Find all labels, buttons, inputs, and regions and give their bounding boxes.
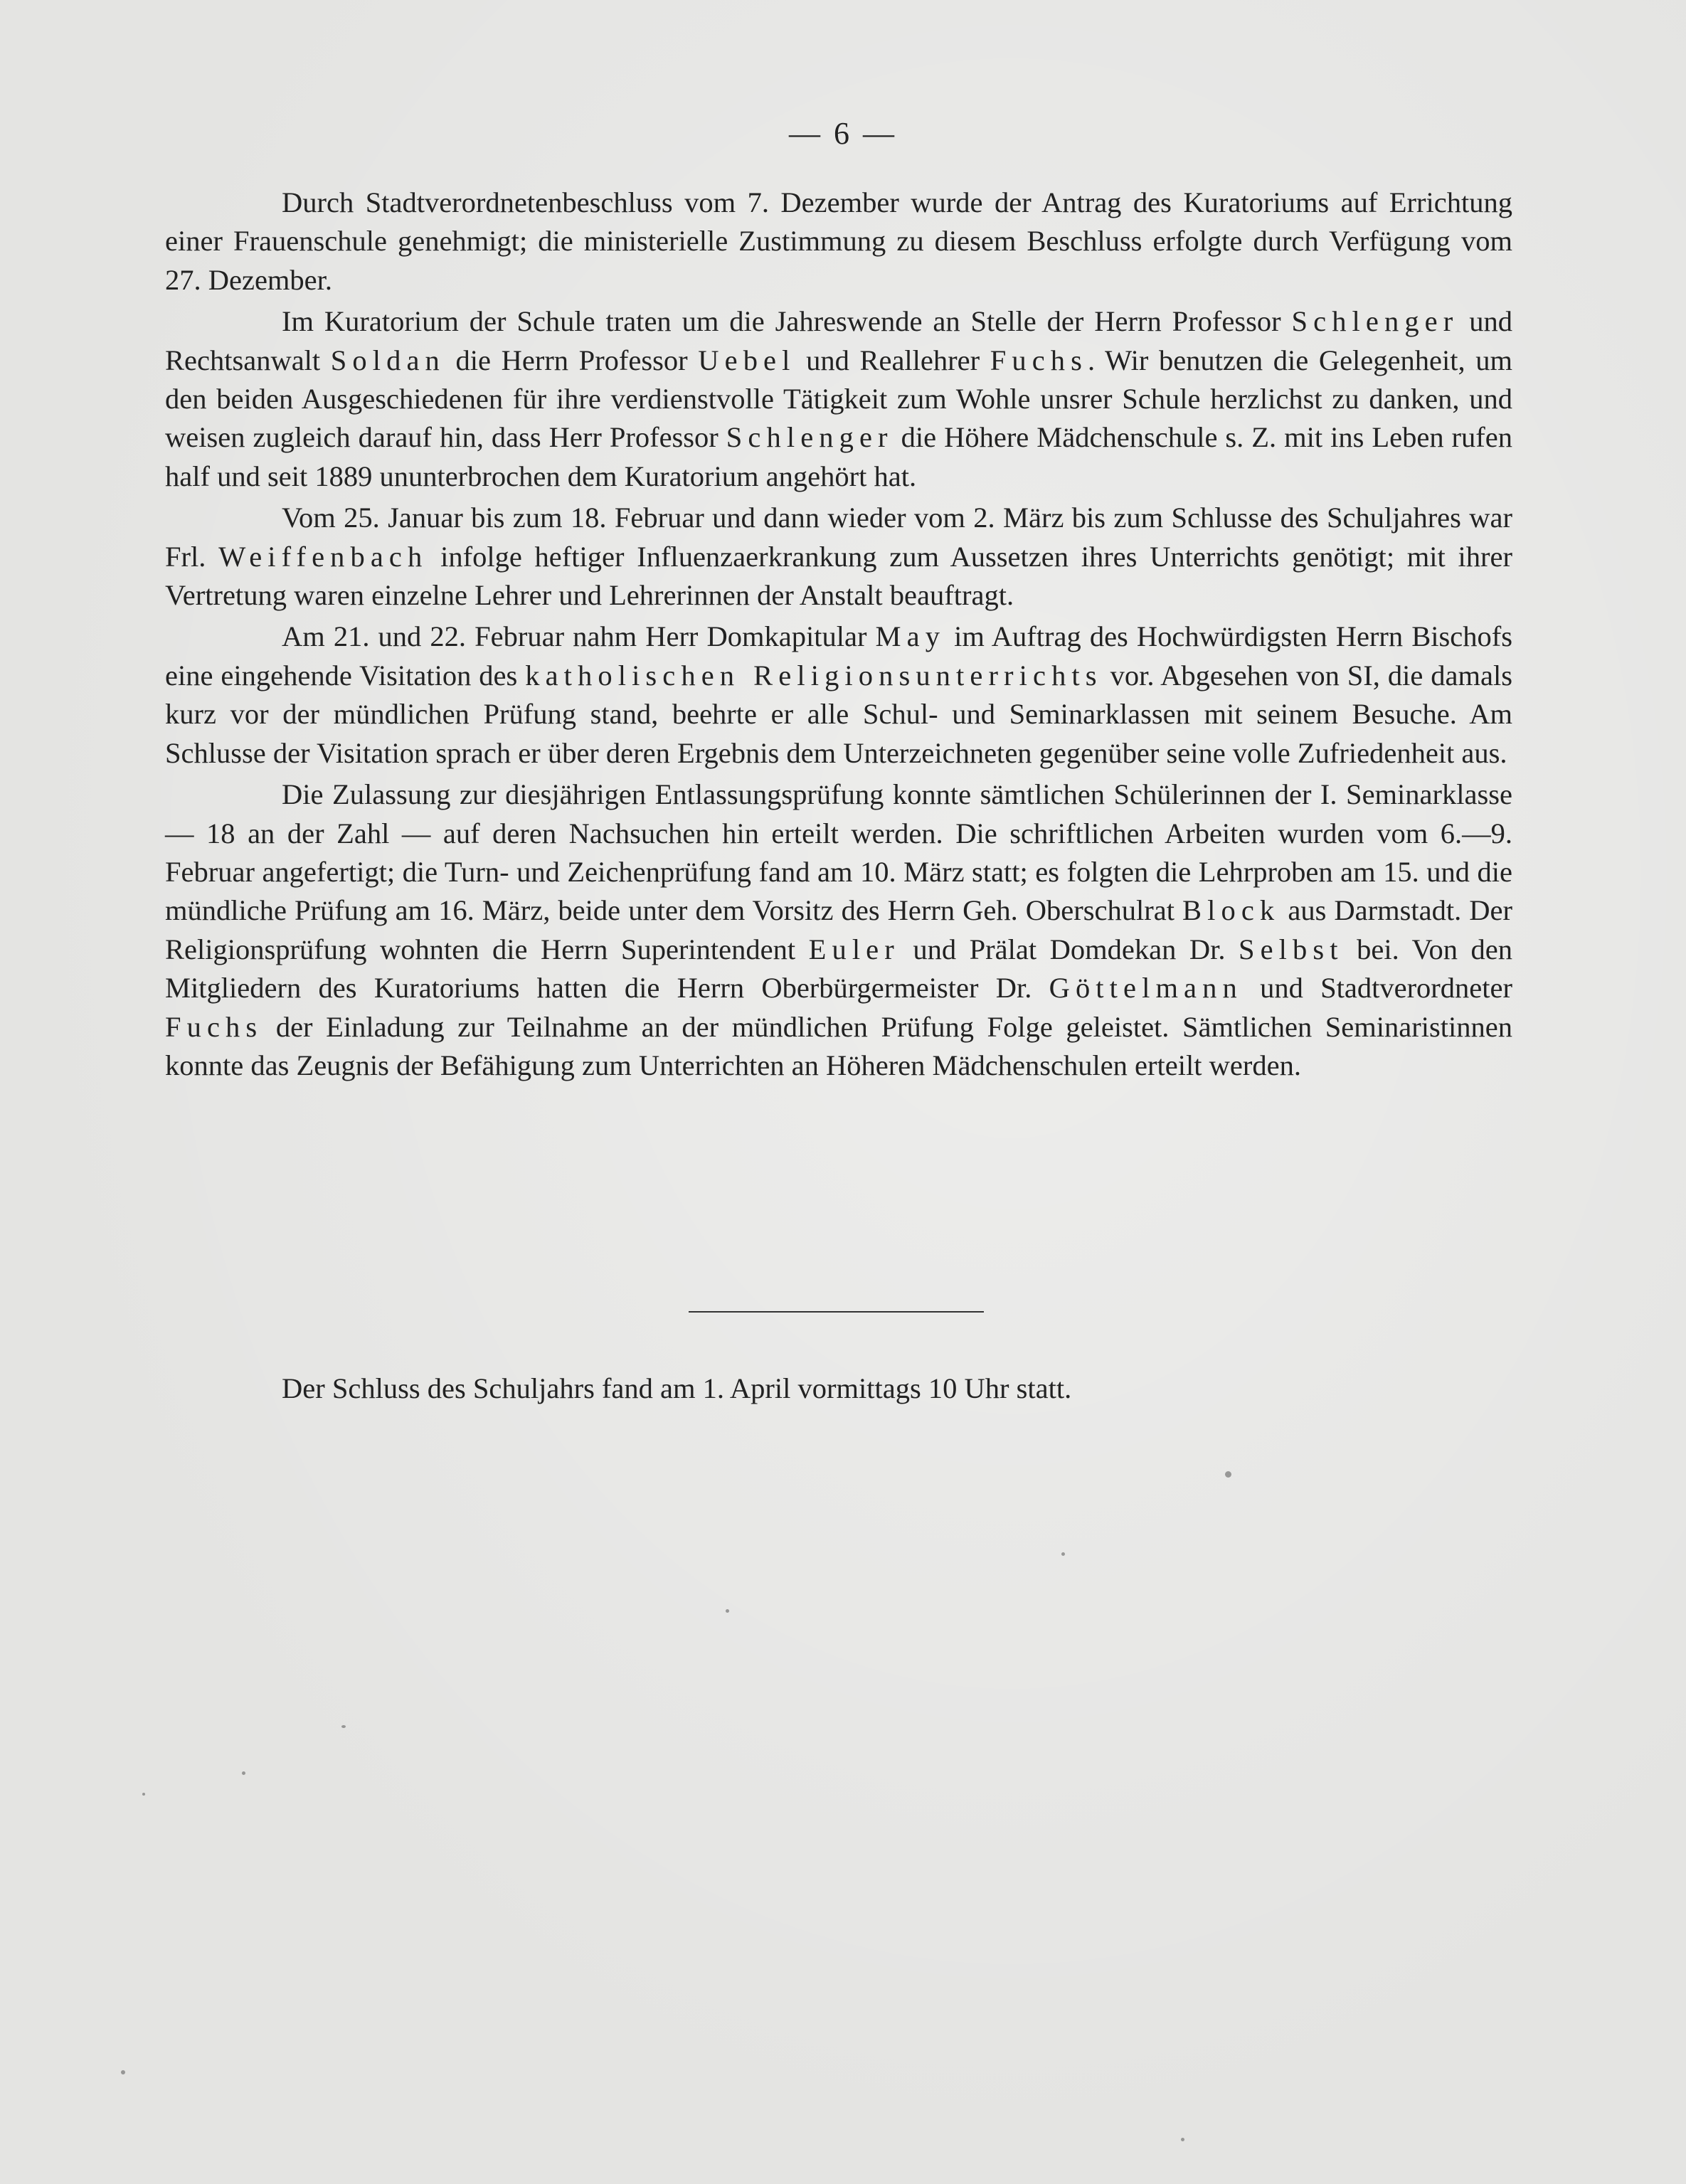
text-run: . Wir benutzen die Gelegenheit, um den beiden Ausgeschiedenen für ihre verdienstvolle Tätigkeit zum Wohle unsrer Schule herzlichst zu danken, und weisen zugleich darauf hin, dass Herr Professor [165,344,1512,454]
spaced-name: Göttelmann [1049,972,1243,1004]
spaced-name: Fuchs [990,344,1088,376]
text-run: und Stadtverordneter [1242,972,1512,1004]
text-run: Am 21. und 22. Februar nahm Herr Domkapitular [282,620,876,653]
section-divider [689,1311,984,1313]
text-run: die Höhere Mädchenschule s. Z. mit ins Leben rufen half und seit 1889 ununterbrochen dem Kuratorium angehört hat. [165,421,1513,492]
paragraph [165,617,1512,773]
spaced-name: Euler [808,933,900,965]
spaced-name: Fuchs [165,1010,263,1043]
spaced-name: Soldan [330,344,445,376]
spaced-name: Block [1182,894,1281,927]
text-run: und Prälat Domdekan Dr. [899,933,1239,965]
text-run: im Auftrag des Hochwürdigsten Herrn Bischofs eine eingehende Visitation des [165,620,1512,691]
text-run: Im Kuratorium der Schule traten um die Jahreswende an Stelle der Herrn Professor [282,305,1292,338]
text-run: der Einladung zur Teilnahme an der mündlichen Prüfung Folge geleistet. Sämtlichen Seminaristinnen konnte das Zeugnis der Befähigung zum Unterrichten an Höheren Mädchenschulen erteilt werden. [165,1010,1512,1081]
paragraph [165,499,1512,615]
text-run: Die Zulassung zur diesjährigen Entlassungsprüfung konnte sämtlichen Schülerinnen der I. Seminarklasse — 18 an der Zahl — auf deren Nachsuchen hin erteilt werden. Die schriftlichen Arbeiten wurden vom 6.—9. Februar angefertigt; die Turn- und Zeichenprüfung fand am 10. März statt; es folgten die Lehrproben am 15. und die mündliche Prüfung am 16. März, beide unter dem Vorsitz des Herrn Geh. Oberschulrat [165,778,1512,927]
paragraph [165,302,1512,496]
scan-speck [142,1793,145,1796]
spaced-name: Selbst [1238,933,1344,965]
page-number: — 6 — [789,116,897,151]
spaced-name: Weiffenbach [218,540,428,573]
spaced-name: Uebel [698,344,796,376]
text-run: aus Darmstadt. Der Religionsprüfung wohnten die Herrn Superintendent [165,894,1512,965]
text-run: und Rechtsanwalt [165,305,1512,376]
spaced-name: Schlenger [726,421,894,454]
scan-speck [1181,2138,1184,2141]
body-text [165,184,1512,1088]
text-run: bei. Von den Mitgliedern des Kuratoriums hatten die Herrn Oberbürgermeister Dr. [165,933,1513,1004]
text-run: infolge heftiger Influenzaerkrankung zum Aussetzen ihres Unterrichts genötigt; mit ihrer Vertretung waren einzelne Lehrer und Lehrerinnen der Anstalt beauftragt. [165,540,1512,612]
text-run: und Reallehrer [795,344,990,376]
closing-sentence: Der Schluss des Schuljahrs fand am 1. April vormittags 10 Uhr statt. [282,1372,1072,1404]
scan-speck [341,1725,346,1728]
scan-speck [726,1609,729,1613]
paragraph [165,184,1512,299]
text-run: Durch Stadtverordnetenbeschluss vom 7. Dezember wurde der Antrag des Kuratoriums auf Errichtung einer Frauenschule genehmigt; die ministerielle Zustimmung zu diesem Beschluss erfolgte durch Verfügung vom 27. Dezember. [165,186,1512,296]
scan-speck [1061,1552,1065,1556]
scan-speck [121,2070,125,2074]
text-run: vor. Abgesehen von SI, die damals kurz vor der mündlichen Prüfung stand, beehrte er alle Schul- und Seminarklassen mit seinem Besuche. Am Schlusse der Visitation sprach er über deren Ergebnis dem Unterzeichneten gegenüber seine volle Zufriedenheit aus. [165,659,1512,769]
spaced-name: Schlenger [1291,305,1459,338]
spaced-name: katholischen Religionsunterrichts [525,659,1103,691]
text-run: die Herrn Professor [445,344,699,376]
paragraph [165,775,1512,1085]
scan-speck [242,1771,245,1775]
text-run: Vom 25. Januar bis zum 18. Februar und dann wieder vom 2. März bis zum Schlusse des Schuljahres war Frl. [165,502,1512,573]
spaced-name: May [875,620,946,653]
scan-speck [1225,1471,1231,1478]
